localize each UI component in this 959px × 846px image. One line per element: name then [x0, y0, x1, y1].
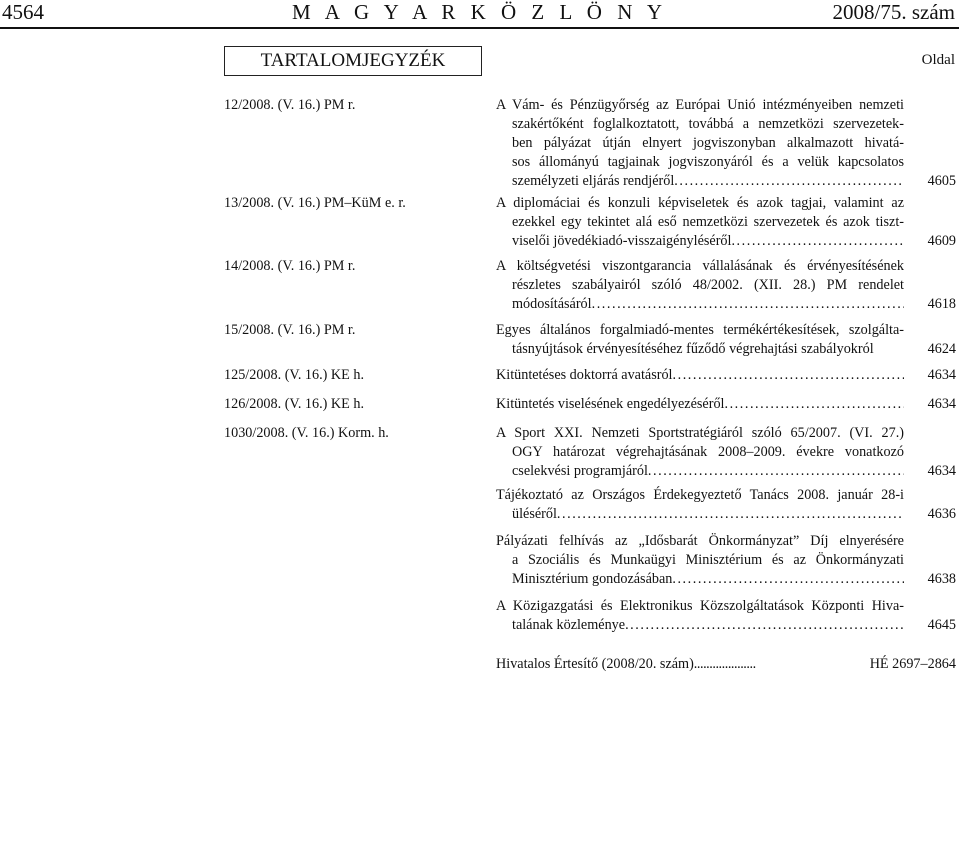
journal-title: M A G Y A R K Ö Z L Ö N Y	[291, 0, 668, 24]
entry-line: szakértőként foglalkoztatott, továbbá a nemzetközi szervezetek-	[512, 116, 904, 132]
entry-description	[496, 194, 904, 251]
supplement-entry	[496, 655, 956, 674]
dot-leader	[731, 232, 904, 251]
toc-entry	[0, 96, 959, 189]
toc-entry	[0, 366, 959, 385]
dot-leader	[673, 366, 905, 385]
toc-entry	[0, 486, 959, 524]
entry-leader-line	[496, 462, 904, 481]
entry-line: A költségvetési viszontgarancia vállalásának és érvényesítésének	[496, 258, 904, 274]
toc-title: TARTALOMJEGYZÉK	[260, 50, 446, 71]
entry-reference: 1030/2008. (V. 16.) Korm. h.	[224, 425, 389, 441]
entry-leader-line	[496, 295, 904, 314]
header-rule	[0, 27, 959, 29]
toc-entry	[0, 597, 959, 635]
entry-reference: 12/2008. (V. 16.) PM r.	[224, 97, 356, 113]
dot-leader	[672, 570, 904, 589]
entry-line: talának közleménye	[512, 617, 626, 633]
entry-line: Egyes általános forgalmiadó-mentes termékértékesítések, szolgálta-	[496, 322, 904, 338]
dot-leader	[694, 655, 870, 674]
entry-description	[496, 395, 904, 414]
toc-entry	[0, 395, 959, 414]
entry-description	[496, 532, 904, 589]
entry-leader-line	[496, 172, 904, 191]
entry-page: 4609	[927, 233, 956, 249]
entry-page: 4634	[927, 367, 956, 383]
entry-leader-line	[496, 366, 904, 385]
entry-leader-line	[496, 232, 904, 251]
entry-leader-line	[496, 505, 904, 524]
entry-line: ezekkel egy tekintet alá eső nemzetközi szervezetek és azok tiszt-	[512, 214, 904, 230]
dot-leader	[625, 616, 904, 635]
entry-page: 4636	[927, 506, 956, 522]
toc-entry	[0, 257, 959, 314]
entry-leader-line	[496, 616, 904, 635]
entry-description	[496, 321, 904, 359]
dot-leader	[724, 395, 904, 414]
toc-entry	[0, 321, 959, 359]
entry-leader-line	[496, 570, 904, 589]
toc-entry	[0, 424, 959, 481]
entry-page: 4634	[927, 396, 956, 412]
entry-leader-line	[496, 395, 904, 414]
entry-line: Tájékoztató az Országos Érdekegyeztető Tanács 2008. január 28-i	[496, 487, 904, 503]
supplement-label: Hivatalos Értesítő (2008/20. szám)	[496, 656, 694, 672]
entry-page: 4624	[927, 341, 956, 357]
toc-entry	[0, 532, 959, 589]
entry-line: viselői jövedékiadó-visszaigényléséről	[512, 233, 732, 249]
entry-line: Minisztérium gondozásában	[512, 571, 673, 587]
page-header	[0, 0, 959, 24]
entry-reference: 125/2008. (V. 16.) KE h.	[224, 367, 365, 383]
entry-line: Pályázati felhívás az „Idősbarát Önkormányzat” Díj elnyerésére	[496, 533, 904, 549]
entry-page: 4605	[927, 173, 956, 189]
entry-reference: 15/2008. (V. 16.) PM r.	[224, 322, 356, 338]
entry-line: üléséről	[512, 506, 557, 522]
entry-line: Kitüntetéses doktorrá avatásról	[496, 367, 673, 383]
entry-description	[496, 257, 904, 314]
dot-leader	[592, 295, 904, 314]
entry-line: részletes szabályairól szóló 48/2002. (XII. 28.) PM rendelet	[512, 277, 904, 293]
entry-line: A Közigazgatási és Elektronikus Közszolgáltatások Központi Hiva-	[496, 598, 904, 614]
entry-description	[496, 424, 904, 481]
entry-page: 4645	[927, 617, 956, 633]
entry-page: 4618	[927, 296, 956, 312]
issue-number: 2008/75. szám	[832, 0, 955, 24]
page-column-label: Oldal	[921, 52, 955, 68]
entry-line: A Sport XXI. Nemzeti Sportstratégiáról szóló 65/2007. (VI. 27.)	[496, 425, 904, 441]
entry-line: sos állományú tagjainak jogviszonyáról és a velük kapcsolatos	[512, 154, 904, 170]
entry-page: 4634	[927, 463, 956, 479]
entry-description	[496, 96, 904, 191]
entry-description	[496, 486, 904, 524]
dot-leader	[557, 505, 904, 524]
entry-page: 4638	[927, 571, 956, 587]
entry-line: tásnyújtások érvényesítéséhez fűződő végrehajtási szabályokról	[512, 341, 874, 357]
entry-description	[496, 366, 904, 385]
supplement-pages: HÉ 2697–2864	[869, 656, 956, 672]
entry-reference: 14/2008. (V. 16.) PM r.	[224, 258, 356, 274]
entry-line: A Vám- és Pénzügyőrség az Európai Unió intézményeiben nemzeti	[496, 97, 904, 113]
toc-title-box	[224, 46, 482, 76]
entry-line: a Szociális és Munkaügyi Minisztérium és az Önkormányzati	[512, 552, 904, 568]
entry-description	[496, 597, 904, 635]
entry-reference: 126/2008. (V. 16.) KE h.	[224, 396, 365, 412]
entry-reference: 13/2008. (V. 16.) PM–KüM e. r.	[224, 195, 406, 211]
toc-entry	[0, 194, 959, 251]
entry-line: Kitüntetés viselésének engedélyezéséről	[496, 396, 725, 412]
dot-leader	[648, 462, 904, 481]
dot-leader	[674, 172, 904, 191]
entry-line: A diplomáciai és konzuli képviseletek és azok tagjai, valamint az	[496, 195, 904, 211]
entry-line: módosításáról	[512, 296, 592, 312]
page-number: 4564	[2, 0, 44, 24]
entry-line: OGY határozat végrehajtásának 2008–2009. évekre vonatkozó	[512, 444, 904, 460]
entry-line: személyzeti eljárás rendjéről	[512, 173, 675, 189]
entry-line: cselekvési programjáról	[512, 463, 648, 479]
entry-line: ben pályázat útján elnyert jogviszonyban alkalmazott hivatá-	[512, 135, 904, 151]
